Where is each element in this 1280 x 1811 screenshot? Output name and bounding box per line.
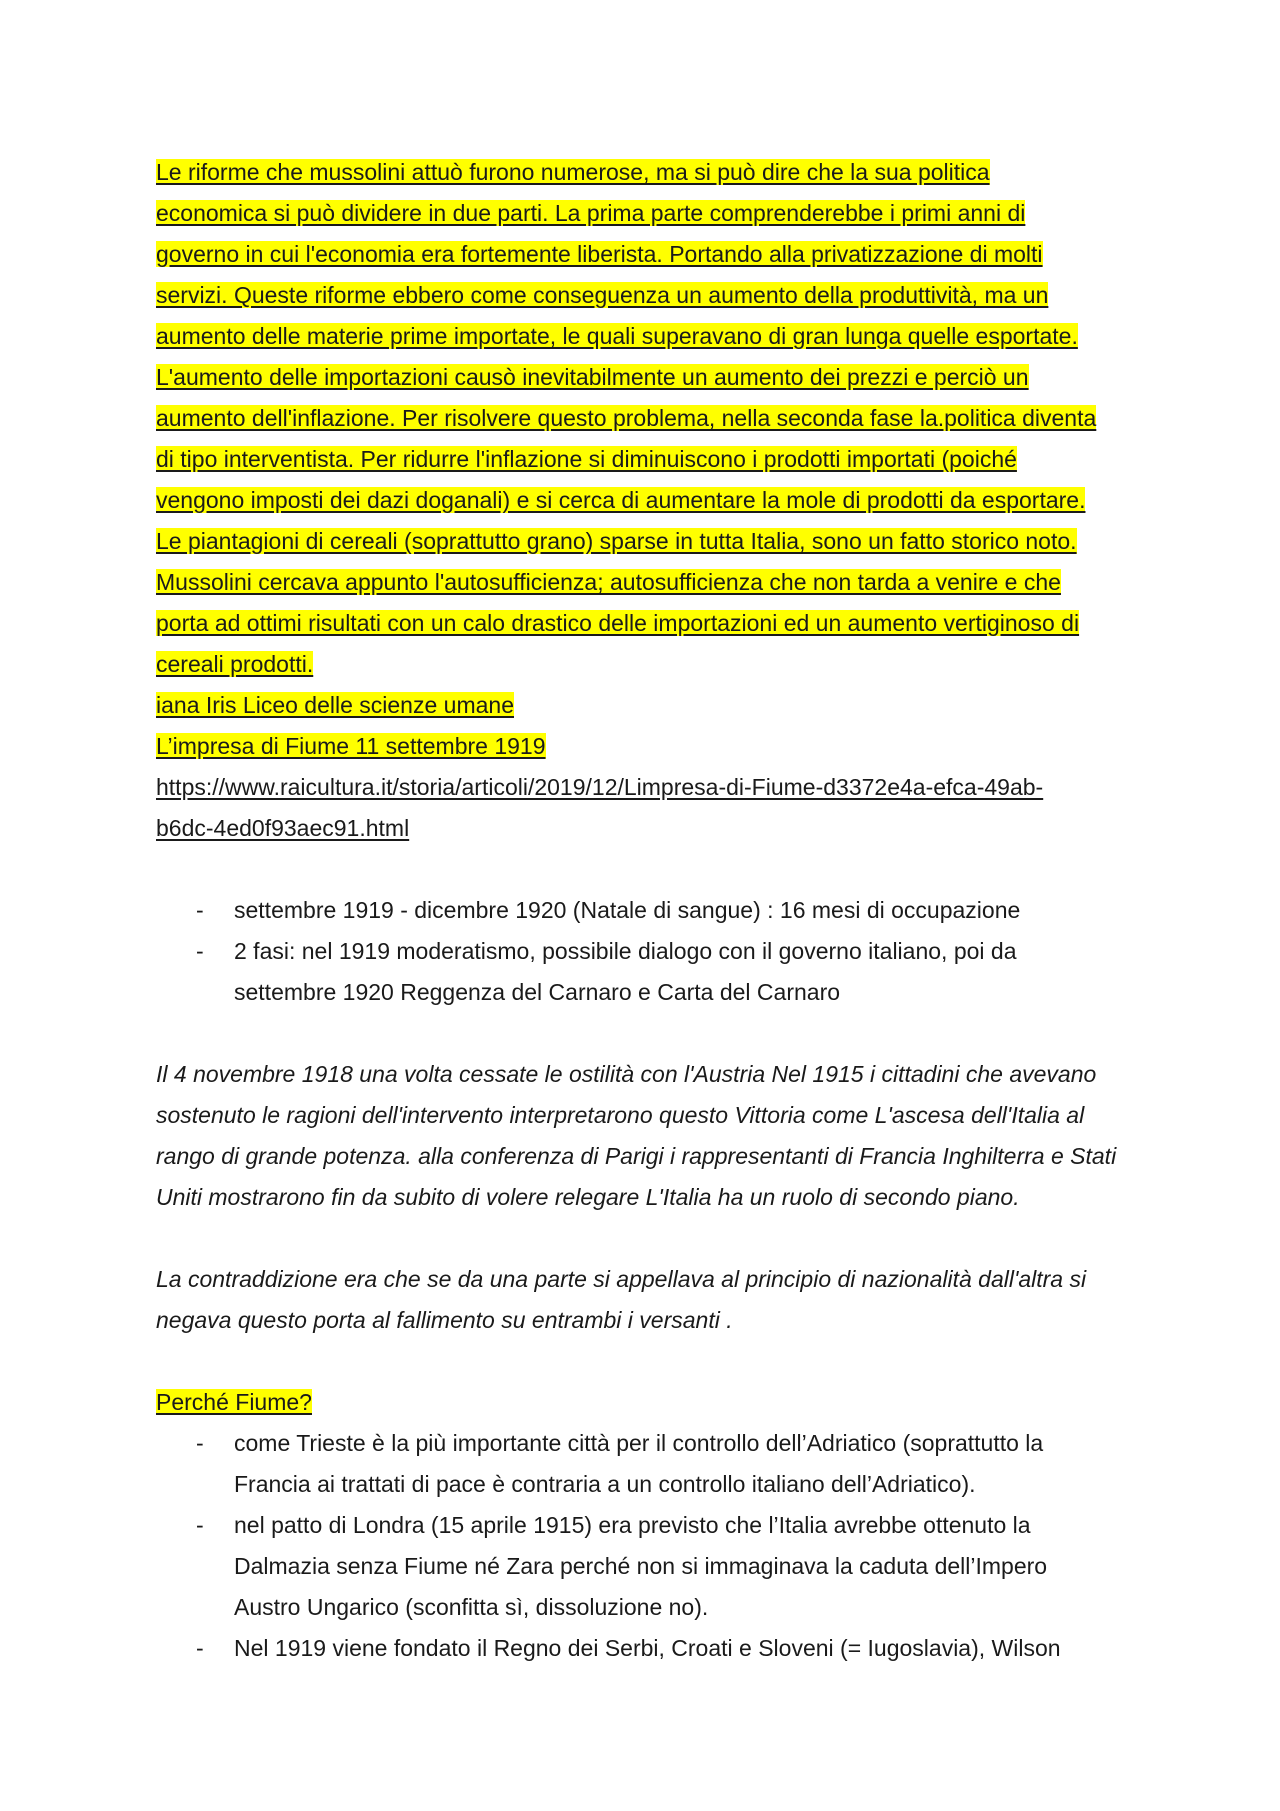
highlighted-line: vengono imposti dei dazi doganali) e si cerca di aumentare la mole di prodotti da esportare. [156, 487, 1086, 513]
highlighted-line: economica si può dividere in due parti. La prima parte comprenderebbe i primi anni di [156, 200, 1026, 226]
list-item: - 2 fasi: nel 1919 moderatismo, possibile dialogo con il governo italiano, poi da settembre 1920 Reggenza del Carnaro e Carta del Carnaro [156, 931, 1084, 1013]
highlighted-line: aumento dell'inflazione. Per risolvere questo problema, nella seconda fase la.politica diventa [156, 405, 1097, 431]
highlighted-line: Le riforme che mussolini attuò furono numerose, ma si può dire che la sua politica [156, 159, 990, 185]
italic-paragraph-armistice: Il 4 novembre 1918 una volta cessate le ostilità con l'Austria Nel 1915 i cittadini che avevano sostenuto le ragioni dell'intervento interpretarono questo Vittoria come L'ascesa dell'Italia al rango di grande potenza. alla conferenza di Parigi i rappresentanti di Francia Inghilterra e Stati Uniti mostrarono fin da subito di volere relegare L'Italia ha un ruolo di secondo piano. [156, 1061, 1117, 1210]
italic-paragraph-contradiction: La contraddizione era che se da una parte si appellava al principio di nazionalità dall'altra si negava questo porta al fallimento su entrambi i versanti . [156, 1266, 1087, 1333]
why-fiume-list [156, 1423, 1156, 1669]
highlighted-line: governo in cui l'economia era fortemente liberista. Portando alla privatizzazione di molti [156, 241, 1043, 267]
phases-list [156, 890, 1156, 1013]
highlighted-line: Mussolini cercava appunto l'autosufficienza; autosufficienza che non tarda a venire e che [156, 569, 1061, 595]
highlighted-line: aumento delle materie prime importate, le quali superavano di gran lunga quelle esportate. [156, 323, 1078, 349]
highlighted-paragraph [156, 152, 1156, 685]
source-link[interactable] [156, 767, 1156, 808]
list-item: - settembre 1919 - dicembre 1920 (Natale di sangue) : 16 mesi di occupazione [156, 890, 1156, 931]
highlighted-line: L'aumento delle importazioni causò inevitabilmente un aumento dei prezzi e perciò un [156, 364, 1029, 390]
author-line: iana Iris Liceo delle scienze umane [156, 692, 514, 718]
why-fiume-heading: Perché Fiume? [156, 1389, 312, 1415]
source-link-continued[interactable] [156, 808, 1156, 849]
highlighted-line: cereali prodotti. [156, 651, 314, 677]
source-link-line-1[interactable]: https://www.raicultura.it/storia/articoli/2019/12/Limpresa-di-Fiume-d3372e4a-efca-49ab- [156, 774, 1044, 800]
list-item: - come Trieste è la più importante città per il controllo dell’Adriatico (soprattutto la Francia ai trattati di pace è contraria a un controllo italiano dell’Adriatico). [156, 1423, 1064, 1505]
list-item: - nel patto di Londra (15 aprile 1915) era previsto che l’Italia avrebbe ottenuto la Dalmazia senza Fiume né Zara perché non si immaginava la caduta dell’Impero Austro Ungarico (sconfitta sì, dissoluzione no). [156, 1505, 1064, 1628]
highlighted-line: Le piantagioni di cereali (soprattutto grano) sparse in tutta Italia, sono un fatto storico noto. [156, 528, 1077, 554]
source-link-line-2[interactable]: b6dc-4ed0f93aec91.html [156, 815, 410, 841]
list-item: - Nel 1919 viene fondato il Regno dei Serbi, Croati e Sloveni (= Iugoslavia), Wilson [156, 1628, 1156, 1669]
document-page [156, 152, 1156, 1669]
fiume-title: L’impresa di Fiume 11 settembre 1919 [156, 733, 546, 759]
highlighted-line: di tipo interventista. Per ridurre l'inflazione si diminuiscono i prodotti importati (poiché [156, 446, 1017, 472]
highlighted-line: porta ad ottimi risultati con un calo drastico delle importazioni ed un aumento vertiginoso di [156, 610, 1080, 636]
highlighted-line: servizi. Queste riforme ebbero come conseguenza un aumento della produttività, ma un [156, 282, 1049, 308]
